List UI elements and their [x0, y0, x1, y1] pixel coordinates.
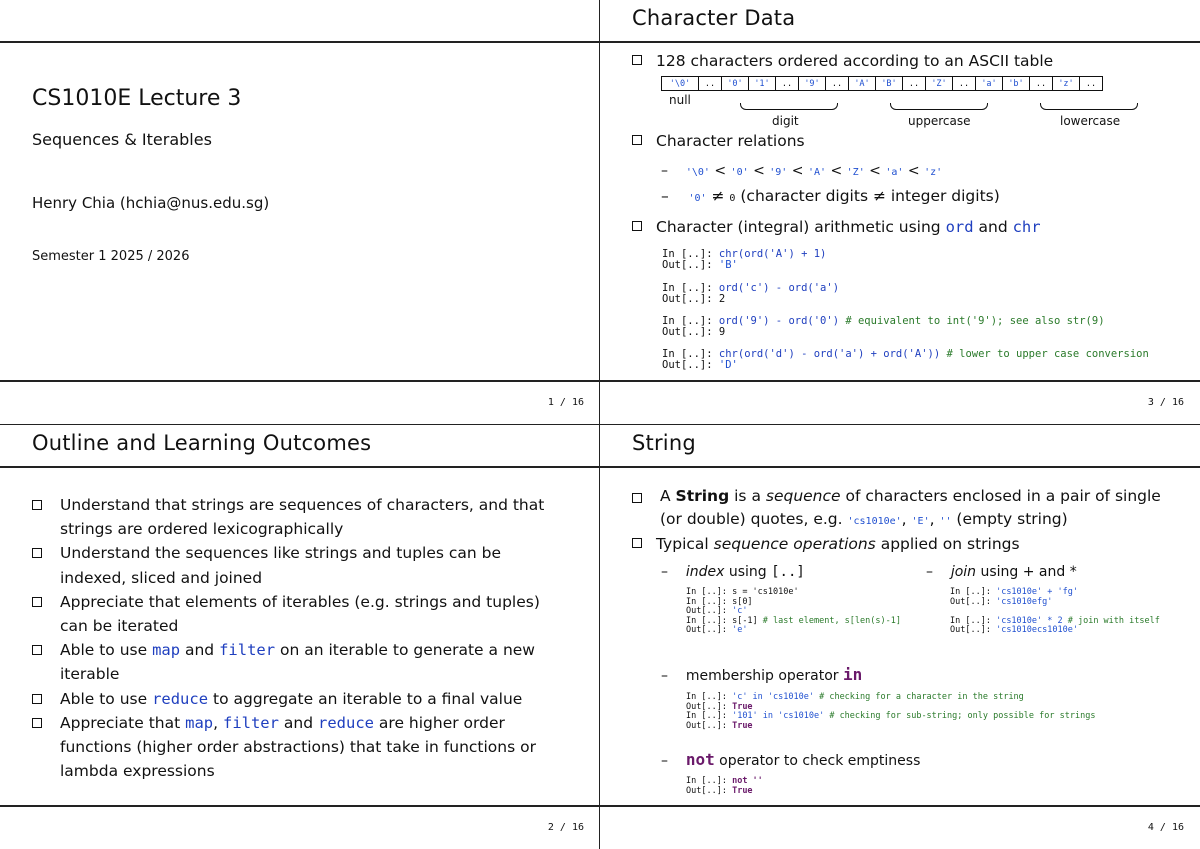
- ascii-cell: ..: [903, 77, 926, 91]
- lowercase-brace: [1040, 103, 1138, 110]
- bullet-string-def: A String is a sequence of characters enclosed in a pair of single (or double) quotes, e.g. 'cs1010e', 'E', '' (empty string): [632, 485, 1172, 533]
- bottom-rule: [600, 805, 1200, 807]
- top-rule: [0, 466, 600, 468]
- membership-heading: – membership operator in: [661, 665, 863, 684]
- index-code: In [..]: s = 'cs1010e' In [..]: s[0] Out[..]: 'c' In [..]: s[-1] # last element, s[len(s)-1] Out[..]: 'e': [686, 587, 901, 635]
- bottom-rule: [0, 380, 600, 382]
- bottom-rule: [0, 805, 600, 807]
- not-heading: – not operator to check emptiness: [661, 750, 921, 769]
- null-label: null: [669, 93, 691, 107]
- ascii-cell: 'Z': [926, 77, 953, 91]
- membership-code: In [..]: 'c' in 'cs1010e' # checking for a character in the string Out[..]: True In [..]: '101' in 'cs1010e' # checking for sub-string; only possible for strings Out[..]: True: [686, 692, 1096, 731]
- list-item: Understand the sequences like strings and tuples can be indexed, sliced and joined: [32, 541, 572, 589]
- ascii-cell: '9': [799, 77, 826, 91]
- uppercase-brace: [890, 103, 988, 110]
- slide-3: [600, 0, 1200, 424]
- bottom-rule: [600, 380, 1200, 382]
- bullet-box-icon: [32, 548, 42, 558]
- ascii-cell: '0': [722, 77, 749, 91]
- ascii-table: [661, 76, 1103, 91]
- list-item: Understand that strings are sequences of characters, and that strings are ordered lexicographically: [32, 493, 572, 541]
- bullet-box-icon: [632, 135, 642, 145]
- top-rule: [600, 41, 1200, 43]
- code-example-4: In [..]: chr(ord('d') - ord('a') + ord('A')) # lower to upper case conversion Out[..]: 'D': [662, 348, 1149, 371]
- slide-title: String: [632, 431, 696, 455]
- list-item: Able to use reduce to aggregate an iterable to a final value: [32, 687, 572, 711]
- slide-1: [0, 0, 600, 424]
- author: Henry Chia (hchia@nus.edu.sg): [32, 194, 270, 212]
- digit-brace: [740, 103, 838, 110]
- bullet-box-icon: [32, 597, 42, 607]
- slide-4: [600, 425, 1200, 849]
- bullet-box-icon: [32, 718, 42, 728]
- bullet-box-icon: [32, 500, 42, 510]
- slide-2: [0, 425, 600, 849]
- semester: Semester 1 2025 / 2026: [32, 249, 190, 264]
- slide-title: Character Data: [632, 6, 796, 30]
- bullet-box-icon: [32, 694, 42, 704]
- bullet-box-icon: [632, 221, 642, 231]
- ascii-cell: 'z': [1053, 77, 1080, 91]
- code-example-3: In [..]: ord('9') - ord('0') # equivalent to int('9'); see also str(9) Out[..]: 9: [662, 315, 1105, 338]
- uppercase-label: uppercase: [908, 114, 971, 128]
- relation-chain: – '\0' < '0' < '9' < 'A' < 'Z' < 'a' < 'z': [661, 163, 943, 179]
- top-rule: [0, 41, 600, 43]
- slide-title: Outline and Learning Outcomes: [32, 431, 372, 455]
- ascii-cell: 'b': [1003, 77, 1030, 91]
- bullet-seq-ops: Typical sequence operations applied on strings: [632, 533, 1020, 556]
- ascii-cell: ..: [826, 77, 849, 91]
- bullet-arithmetic: Character (integral) arithmetic using ord and chr: [632, 218, 1041, 236]
- page-number: 4 / 16: [1147, 822, 1184, 833]
- ascii-cell: ..: [1030, 77, 1053, 91]
- bullet-box-icon: [632, 493, 642, 503]
- digit-inequality: – '0' ≠ 0 (character digits ≠ integer digits): [661, 187, 1000, 205]
- index-heading: – index using [..]: [661, 564, 805, 580]
- page-number: 2 / 16: [547, 822, 584, 833]
- ascii-cell: ..: [699, 77, 722, 91]
- lecture-title: CS1010E Lecture 3: [32, 86, 242, 111]
- ascii-cell: 'B': [876, 77, 903, 91]
- ascii-cell: ..: [776, 77, 799, 91]
- lecture-subtitle: Sequences & Iterables: [32, 130, 212, 149]
- digit-label: digit: [772, 114, 799, 128]
- bullet-box-icon: [632, 538, 642, 548]
- bullet-relations: Character relations: [632, 132, 805, 150]
- code-example-2: In [..]: ord('c') - ord('a') Out[..]: 2: [662, 282, 840, 305]
- ascii-cell: '1': [749, 77, 776, 91]
- list-item: Appreciate that elements of iterables (e.g. strings and tuples) can be iterated: [32, 590, 572, 638]
- not-code: In [..]: not '' Out[..]: True: [686, 776, 763, 796]
- code-example-1: In [..]: chr(ord('A') + 1) Out[..]: 'B': [662, 248, 827, 271]
- join-heading: – join using + and *: [926, 564, 1077, 580]
- list-item: Able to use map and filter on an iterable to generate a new iterable: [32, 638, 572, 686]
- list-item: Appreciate that map, filter and reduce are higher order functions (higher order abstractions) that take in functions or lambda expressions: [32, 711, 572, 784]
- ascii-cell: 'A': [849, 77, 876, 91]
- lowercase-label: lowercase: [1060, 114, 1121, 128]
- ascii-cell: '\0': [662, 77, 699, 91]
- ascii-cell: 'a': [976, 77, 1003, 91]
- bullet-ascii: 128 characters ordered according to an ASCII table: [632, 52, 1053, 70]
- join-code: In [..]: 'cs1010e' + 'fg' Out[..]: 'cs1010efg' In [..]: 'cs1010e' * 2 # join with itself Out[..]: 'cs1010ecs1010e': [950, 587, 1160, 635]
- outcomes-list: [32, 493, 572, 783]
- page-number: 3 / 16: [1147, 397, 1184, 408]
- bullet-box-icon: [32, 645, 42, 655]
- page-number: 1 / 16: [547, 397, 584, 408]
- top-rule: [600, 466, 1200, 468]
- ascii-cell: ..: [1080, 77, 1103, 91]
- ascii-cell: ..: [953, 77, 976, 91]
- bullet-box-icon: [632, 55, 642, 65]
